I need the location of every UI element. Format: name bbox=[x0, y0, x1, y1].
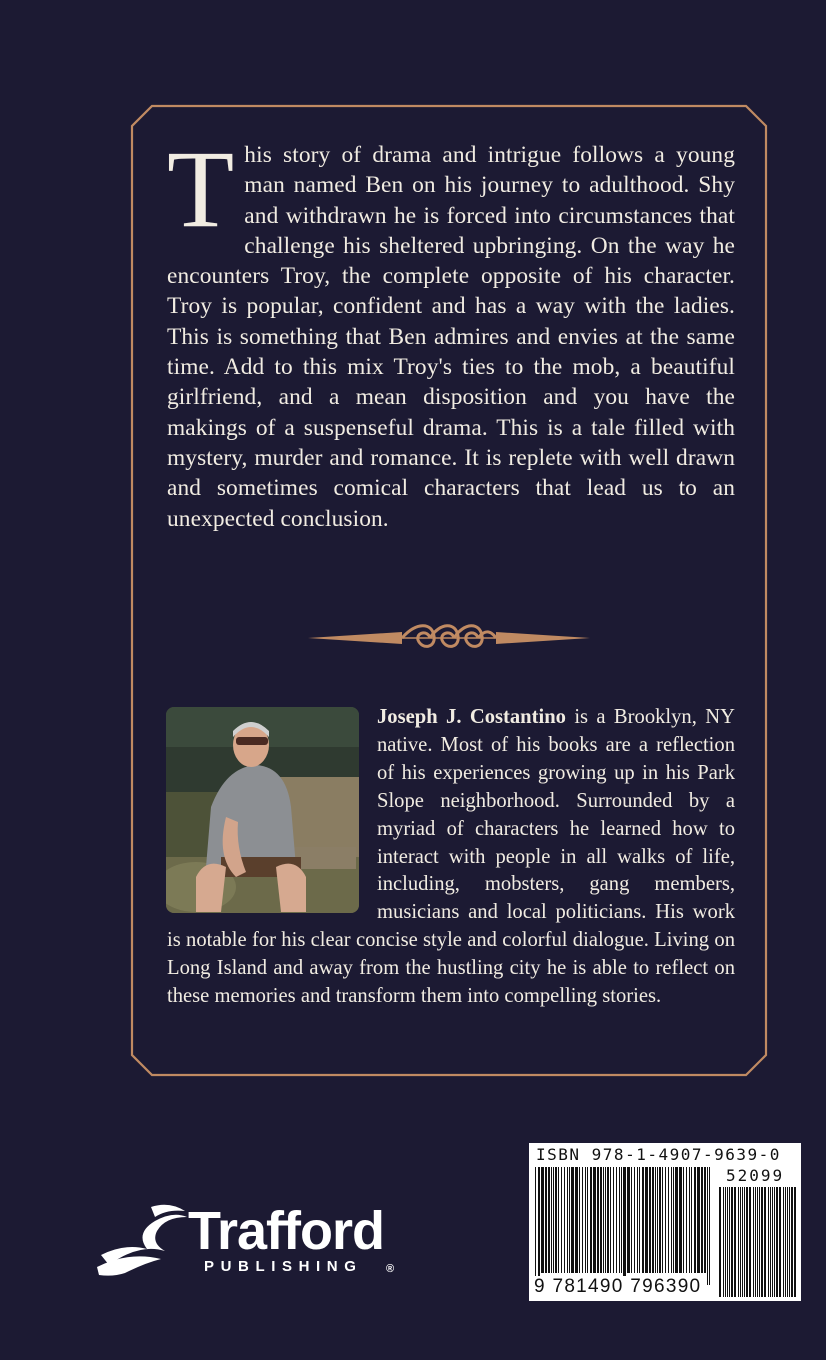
barcode-bar bbox=[627, 1167, 630, 1273]
addon-bar bbox=[774, 1187, 775, 1297]
barcode-bar bbox=[567, 1167, 568, 1273]
barcode-bar bbox=[535, 1167, 536, 1285]
addon-bar bbox=[789, 1187, 790, 1297]
barcode-bar bbox=[686, 1167, 687, 1273]
barcode-bar bbox=[553, 1167, 554, 1273]
ean-digits: 9 781490 796390 bbox=[534, 1276, 702, 1297]
barcode-bar bbox=[671, 1167, 672, 1273]
addon-bar bbox=[768, 1187, 769, 1297]
addon-bar bbox=[738, 1187, 739, 1297]
addon-bar bbox=[785, 1187, 786, 1297]
drop-cap: T bbox=[167, 128, 235, 250]
barcode-bar bbox=[662, 1167, 663, 1273]
book-blurb bbox=[167, 128, 735, 534]
barcode-bar bbox=[610, 1167, 611, 1273]
barcode-bar bbox=[616, 1167, 617, 1273]
barcode-bar bbox=[590, 1167, 592, 1273]
barcode-bar bbox=[645, 1167, 648, 1273]
addon-bar bbox=[772, 1187, 773, 1297]
barcode-bar bbox=[704, 1167, 706, 1273]
barcode-bar bbox=[585, 1167, 586, 1273]
barcode-bar bbox=[587, 1167, 588, 1273]
addon-bar bbox=[770, 1187, 771, 1297]
barcode-bar bbox=[631, 1167, 632, 1273]
addon-bar bbox=[791, 1187, 793, 1297]
barcode-bar bbox=[689, 1167, 690, 1273]
barcode-bar bbox=[701, 1167, 703, 1273]
addon-bar bbox=[731, 1187, 733, 1297]
price-code: 52099 bbox=[726, 1166, 785, 1185]
barcode-bar bbox=[561, 1167, 562, 1273]
addon-bar bbox=[746, 1187, 748, 1297]
barcode-bar bbox=[593, 1167, 596, 1273]
addon-bar bbox=[742, 1187, 743, 1297]
addon-bar bbox=[723, 1187, 724, 1297]
addon-bar bbox=[787, 1187, 788, 1297]
flourish-ornament bbox=[306, 618, 592, 658]
barcode-bar bbox=[579, 1167, 580, 1273]
barcode-bar bbox=[619, 1167, 620, 1273]
barcode-bar bbox=[655, 1167, 656, 1273]
barcode-bar bbox=[679, 1167, 682, 1273]
isbn-label: ISBN 978-1-4907-9639-0 bbox=[536, 1145, 781, 1164]
barcode-bar bbox=[607, 1167, 609, 1273]
barcode-bar bbox=[571, 1167, 574, 1273]
barcode-bar bbox=[665, 1167, 666, 1273]
author-bio bbox=[167, 704, 735, 1011]
barcode-bar bbox=[673, 1167, 674, 1273]
barcode-bar bbox=[652, 1167, 654, 1273]
barcode-bar bbox=[707, 1167, 708, 1285]
barcode-bar bbox=[649, 1167, 651, 1273]
publisher-name: Trafford® bbox=[188, 1201, 394, 1275]
addon-bar bbox=[753, 1187, 754, 1297]
addon-bar bbox=[776, 1187, 778, 1297]
author-bio-text: is a Brooklyn, NY native. Most of his books are a reflection of his experiences growing up in his Park Slope neighborhood. Surrounded by a myriad of characters he learned how to interact with people in all walks of life, including, mobsters, gang members, musicians and local politicians. His work is notable for his clear concise style and colorful dialogue. Living on Long Island and away from the hustling city he is able to reflect on these memories and transform them into compelling stories. bbox=[167, 706, 735, 1008]
addon-bar bbox=[755, 1187, 756, 1297]
addon-bar bbox=[719, 1187, 721, 1297]
barcode-bar bbox=[621, 1167, 622, 1273]
barcode-bar bbox=[600, 1167, 602, 1273]
addon-bar bbox=[794, 1187, 796, 1297]
barcode-bar bbox=[597, 1167, 599, 1273]
barcode-bar bbox=[639, 1167, 640, 1273]
barcode-bar bbox=[569, 1167, 570, 1273]
addon-bar bbox=[744, 1187, 745, 1297]
barcode-bar bbox=[675, 1167, 678, 1273]
blurb-text: his story of drama and intrigue follows a young man named Ben on his journey to adulthood. Shy and withdrawn he is forced into circumstances that challenge his sheltered upbringing. On the way he encounters Troy, the complete opposite of his character. Troy is popular, confident and has a way with the ladies. This is something that Ben admires and envies at the same time. Add to this mix Troy's ties to the mob, a beautiful girlfriend, and a mean disposition and you have the makings of a suspenseful drama. This is a tale filled with mystery, murder and romance. It is replete with well drawn and sometimes comical characters that lead us to an unexpected conclusion. bbox=[167, 142, 735, 532]
barcode-bar bbox=[551, 1167, 552, 1273]
barcode-bar bbox=[541, 1167, 544, 1273]
barcode-bar bbox=[564, 1167, 565, 1273]
barcode-bar bbox=[657, 1167, 658, 1273]
barcode-bar bbox=[603, 1167, 604, 1273]
addon-bar bbox=[757, 1187, 758, 1297]
addon-bar bbox=[725, 1187, 726, 1297]
author-name: Joseph J. Costantino bbox=[377, 706, 566, 728]
addon-bar bbox=[779, 1187, 781, 1297]
barcode-bar bbox=[637, 1167, 638, 1273]
barcode-bar bbox=[694, 1167, 696, 1273]
barcode-bar bbox=[538, 1167, 540, 1285]
barcode-bar bbox=[555, 1167, 557, 1273]
barcode-bar bbox=[668, 1167, 669, 1273]
addon-bar bbox=[759, 1187, 760, 1297]
barcode-bar bbox=[582, 1167, 583, 1273]
barcode-bar bbox=[642, 1167, 644, 1273]
barcode-bar bbox=[634, 1167, 635, 1273]
barcode-bar bbox=[545, 1167, 547, 1273]
barcode-bar bbox=[613, 1167, 614, 1273]
addon-bar bbox=[749, 1187, 751, 1297]
barcode-bar bbox=[548, 1167, 550, 1273]
publisher-wave-logo-icon bbox=[95, 1203, 187, 1283]
addon-bar bbox=[740, 1187, 741, 1297]
addon-bar bbox=[734, 1187, 736, 1297]
barcode-bar bbox=[691, 1167, 692, 1273]
barcode-bar bbox=[575, 1167, 578, 1273]
barcode-bar bbox=[697, 1167, 700, 1273]
barcode-bar bbox=[683, 1167, 684, 1273]
barcode-bar bbox=[558, 1167, 559, 1273]
addon-bar bbox=[761, 1187, 763, 1297]
addon-bar bbox=[729, 1187, 730, 1297]
addon-bar bbox=[764, 1187, 766, 1297]
addon-bar bbox=[783, 1187, 784, 1297]
publisher-subtitle: PUBLISHING bbox=[204, 1258, 363, 1275]
barcode-bar bbox=[623, 1167, 626, 1285]
barcode-bar bbox=[605, 1167, 606, 1273]
barcode-bar bbox=[659, 1167, 661, 1273]
addon-bar bbox=[727, 1187, 728, 1297]
barcode-bar bbox=[709, 1167, 710, 1285]
registered-mark: ® bbox=[386, 1263, 394, 1275]
